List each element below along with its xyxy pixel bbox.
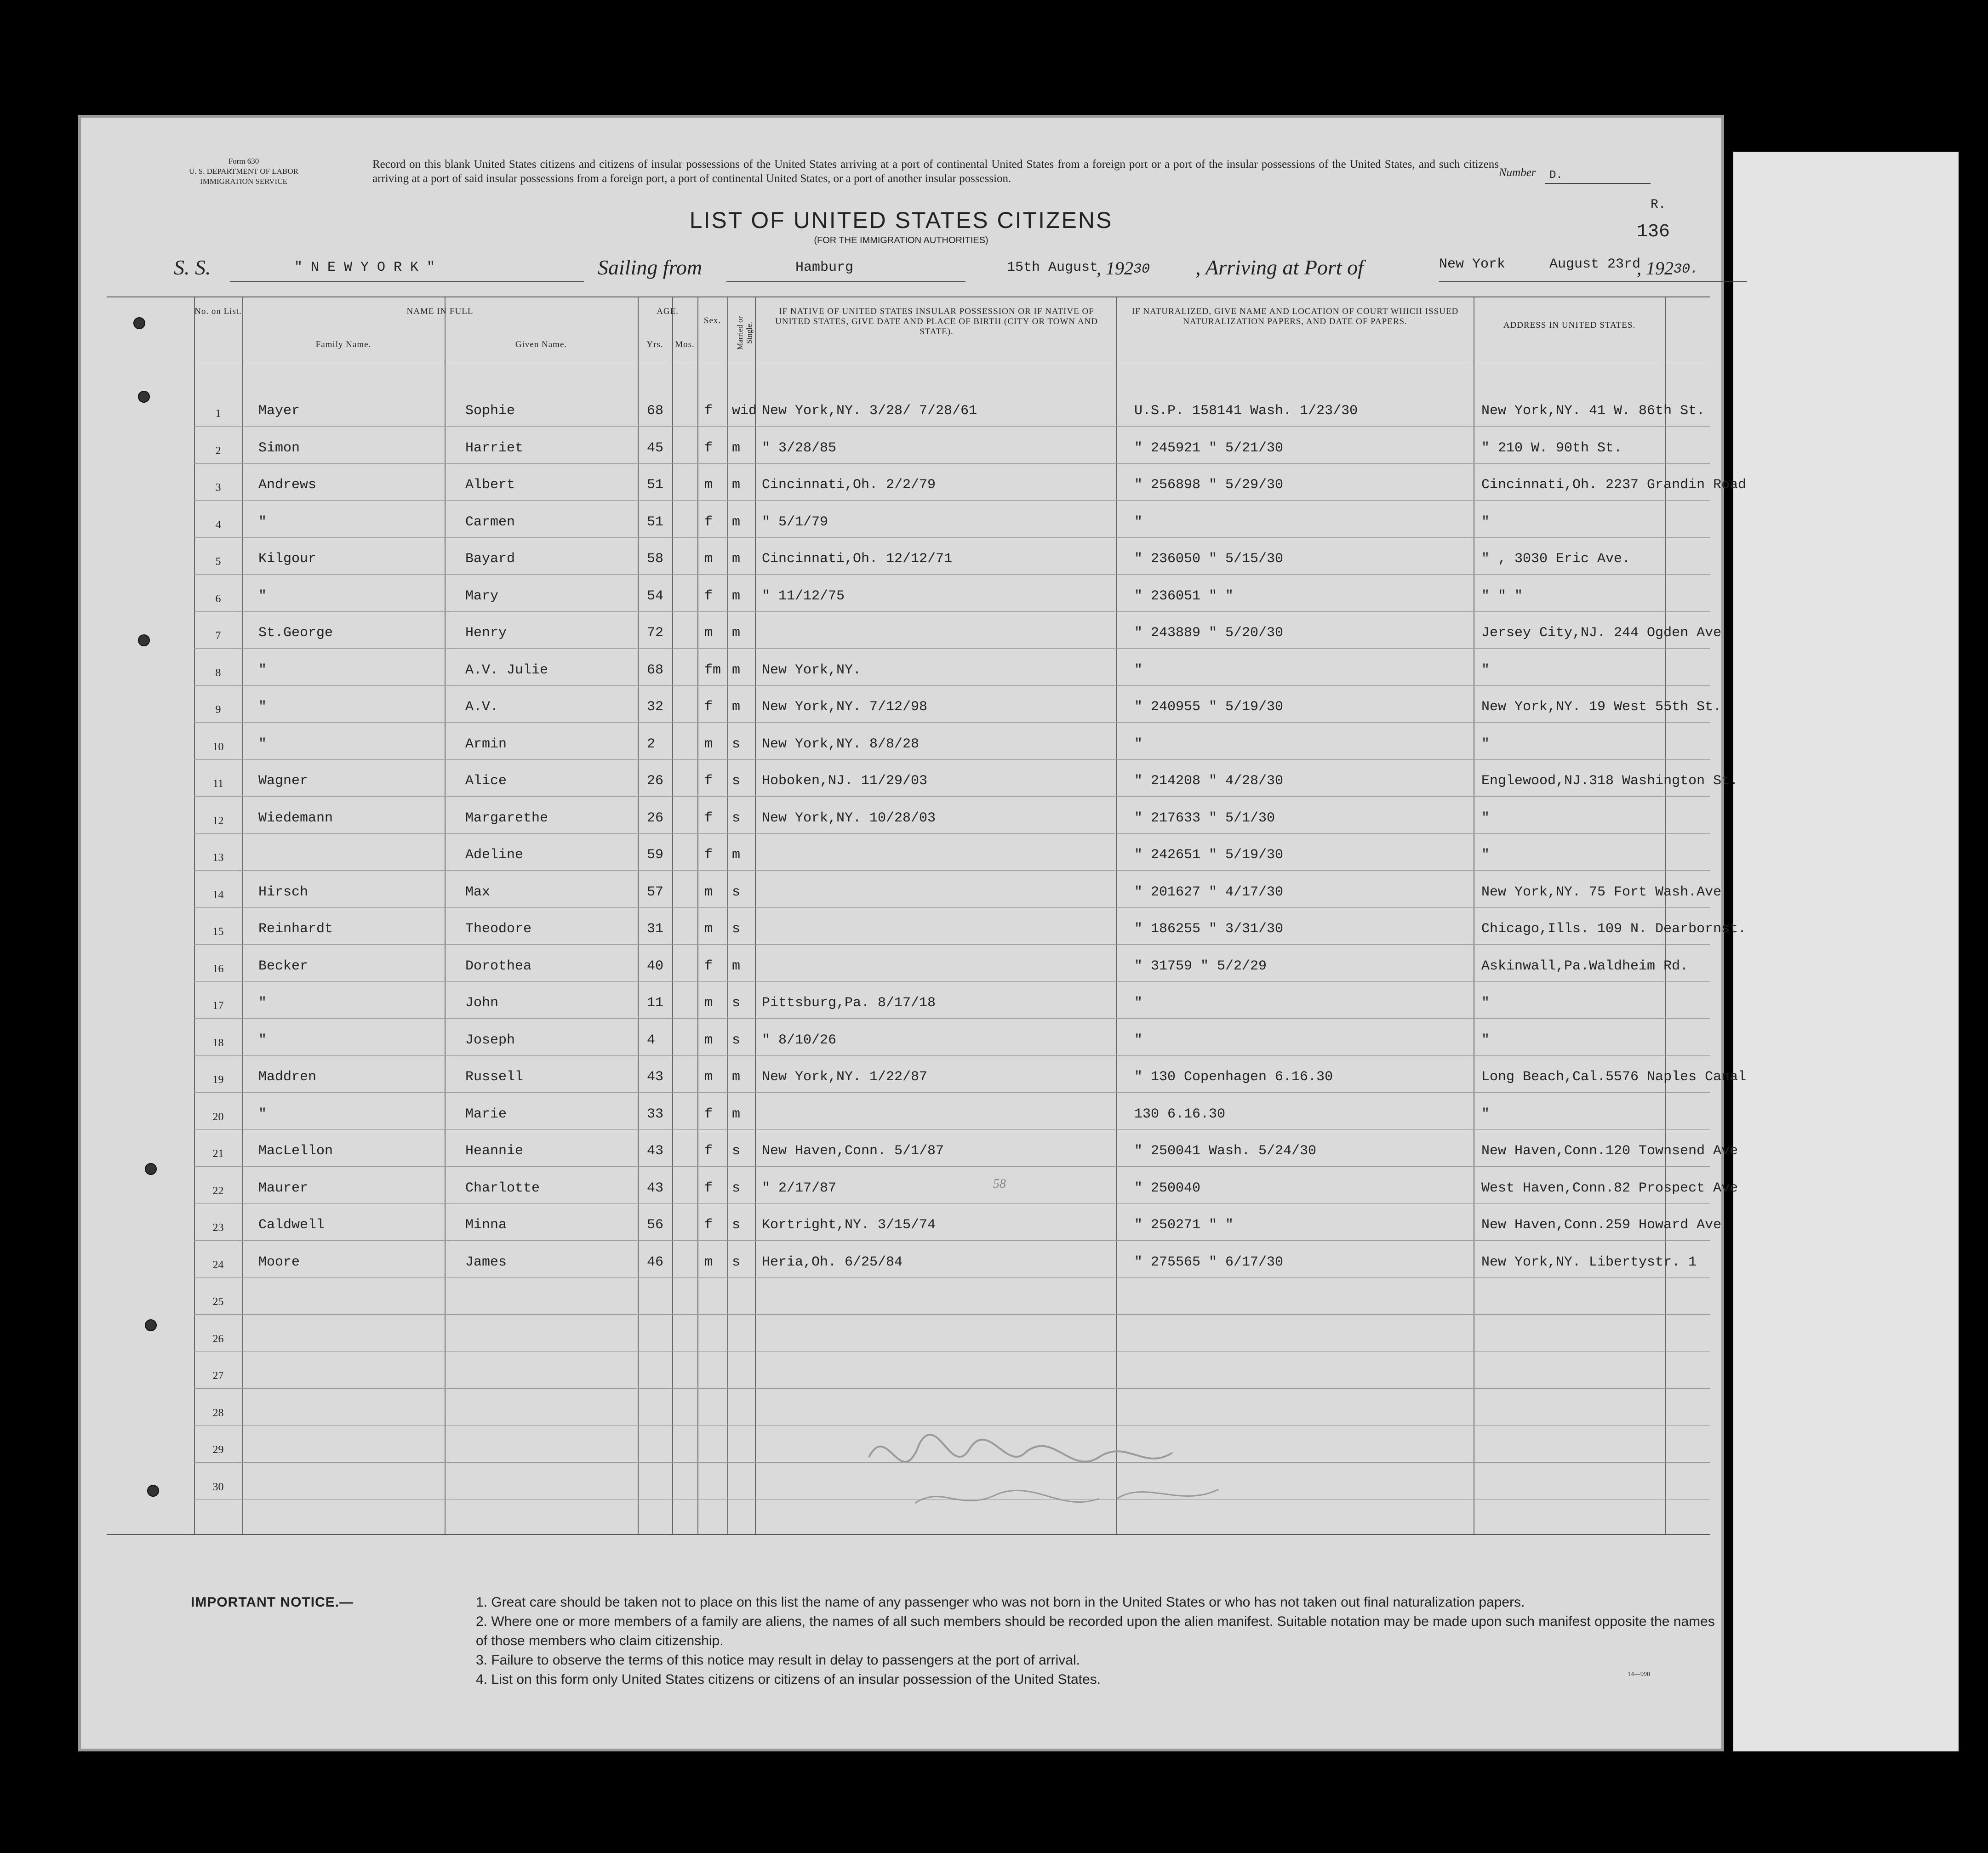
- naturalization-cell: " 201627 " 4/17/30: [1134, 884, 1284, 900]
- notice-item-1: 1. Great care should be taken not to place on this list the name of any passenger who was not born in the United States or who has not taken out final naturalization papers.: [476, 1595, 1525, 1610]
- given-name-cell: A.V.: [465, 699, 499, 715]
- arrival-date: August 23rd: [1549, 257, 1641, 272]
- family-name-cell: ": [258, 995, 267, 1011]
- family-name-cell: Moore: [258, 1254, 300, 1270]
- naturalization-cell: " 250040: [1134, 1180, 1201, 1196]
- age-cell: 43: [647, 1069, 664, 1085]
- row-rule: [194, 426, 1710, 427]
- header-name-in-full: NAME IN FULL: [406, 307, 474, 316]
- row-number: 17: [212, 1000, 224, 1012]
- row-number: 9: [215, 704, 221, 716]
- row-number: 20: [212, 1111, 224, 1123]
- address-cell: ": [1481, 1106, 1490, 1122]
- naturalization-cell: " 214208 " 4/28/30: [1134, 773, 1284, 789]
- birthplace-cell: New York,NY. 7/12/98: [762, 699, 928, 715]
- given-name-cell: Adeline: [465, 847, 524, 863]
- age-cell: 57: [647, 884, 664, 900]
- punch-hole: [147, 1485, 159, 1497]
- given-name-cell: Russell: [465, 1069, 524, 1085]
- row-rule: [194, 833, 1710, 834]
- given-name-cell: Minna: [465, 1217, 507, 1233]
- naturalization-cell: " 245921 " 5/21/30: [1134, 440, 1284, 456]
- marital-status-cell: m: [732, 477, 741, 493]
- ship-name: " N E W Y O R K ": [294, 260, 435, 275]
- marital-status-cell: m: [732, 588, 741, 604]
- family-name-cell: Reinhardt: [258, 921, 333, 937]
- row-number: 8: [215, 667, 221, 679]
- sex-cell: f: [704, 514, 713, 530]
- sex-cell: f: [704, 440, 713, 456]
- address-cell: Chicago,Ills. 109 N. Dearbornst.: [1481, 921, 1747, 937]
- marital-status-cell: s: [732, 884, 741, 900]
- naturalization-cell: " 31759 " 5/2/29: [1134, 958, 1267, 974]
- sex-cell: f: [704, 1180, 713, 1196]
- birthplace-cell: New York,NY. 1/22/87: [762, 1069, 928, 1085]
- sex-cell: m: [704, 884, 713, 900]
- family-name-cell: ": [258, 699, 267, 715]
- birthplace-cell: " 2/17/87: [762, 1180, 837, 1196]
- naturalization-cell: " 275565 " 6/17/30: [1134, 1254, 1284, 1270]
- row-rule: [194, 1166, 1710, 1167]
- sailing-port: Hamburg: [795, 260, 854, 275]
- notice-lead: IMPORTANT NOTICE.—: [191, 1595, 354, 1610]
- given-name-cell: Henry: [465, 625, 507, 641]
- naturalization-cell: " 240955 " 5/19/30: [1134, 699, 1284, 715]
- age-cell: 32: [647, 699, 664, 715]
- birthplace-cell: New York,NY. 3/28/ 7/28/61: [762, 403, 977, 419]
- given-name-cell: Mary: [465, 588, 499, 604]
- row-number: 28: [212, 1407, 224, 1419]
- naturalization-cell: " 236051 " ": [1134, 588, 1234, 604]
- given-name-cell: Charlotte: [465, 1180, 540, 1196]
- row-rule: [194, 981, 1710, 982]
- given-name-cell: Heannie: [465, 1143, 524, 1159]
- sailing-label: Sailing from: [598, 256, 703, 279]
- row-rule: [194, 1055, 1710, 1056]
- row-number: 18: [212, 1037, 224, 1049]
- naturalization-cell: ": [1134, 1032, 1143, 1048]
- family-name-cell: Mayer: [258, 403, 300, 419]
- family-name-cell: ": [258, 736, 267, 752]
- row-number: 11: [212, 778, 224, 790]
- birthplace-cell: New York,NY. 10/28/03: [762, 810, 936, 826]
- marital-status-cell: m: [732, 662, 741, 678]
- marital-status-cell: m: [732, 958, 741, 974]
- given-name-cell: Sophie: [465, 403, 515, 419]
- header-family-name: Family Name.: [315, 340, 371, 349]
- given-name-cell: Margarethe: [465, 810, 548, 826]
- age-cell: 26: [647, 810, 664, 826]
- arrival-port: New York: [1439, 257, 1506, 272]
- row-number: 22: [212, 1185, 224, 1197]
- ss-label: S. S.: [174, 256, 211, 279]
- instructions-text: Record on this blank United States citizens and citizens of insular possessions of the United States arriving at a port of continental United States from a foreign port or a port of the insular possessions of the United States, and such citizens arriving at a port of said insular possessions from a foreign port, a port of continental United States, or a port of another insular possession.: [372, 158, 1499, 185]
- birthplace-cell: " 3/28/85: [762, 440, 837, 456]
- row-rule: [194, 500, 1710, 501]
- age-cell: 31: [647, 921, 664, 937]
- arriving-label: , Arriving at Port of: [1195, 256, 1364, 279]
- sex-cell: m: [704, 1032, 713, 1048]
- birthplace-cell: Pittsburg,Pa. 8/17/18: [762, 995, 936, 1011]
- punch-hole: [138, 634, 150, 646]
- underlying-sheet: [1733, 152, 1959, 1751]
- given-name-cell: Joseph: [465, 1032, 515, 1048]
- header-age: AGE.: [657, 307, 679, 316]
- row-rule: [194, 574, 1710, 575]
- address-cell: Englewood,NJ.318 Washington St.: [1481, 773, 1738, 789]
- family-name-cell: Hirsch: [258, 884, 308, 900]
- birthplace-cell: " 11/12/75: [762, 588, 845, 604]
- row-number: 27: [212, 1370, 224, 1382]
- department-name: U. S. DEPARTMENT OF LABOR: [189, 167, 298, 176]
- age-cell: 46: [647, 1254, 664, 1270]
- marital-status-cell: s: [732, 1180, 741, 1196]
- age-cell: 40: [647, 958, 664, 974]
- given-name-cell: John: [465, 995, 499, 1011]
- sex-cell: f: [704, 403, 713, 419]
- address-cell: " 210 W. 90th St.: [1481, 440, 1622, 456]
- marital-status-cell: s: [732, 1032, 741, 1048]
- row-number: 26: [212, 1333, 224, 1345]
- marital-status-cell: m: [732, 1106, 741, 1122]
- age-cell: 26: [647, 773, 664, 789]
- age-cell: 68: [647, 403, 664, 419]
- reference-number: 136: [1637, 222, 1670, 242]
- address-cell: Cincinnati,Oh. 2237 Grandin Road: [1481, 477, 1747, 493]
- birthplace-cell: New York,NY. 8/8/28: [762, 736, 920, 752]
- given-name-cell: Armin: [465, 736, 507, 752]
- marital-status-cell: s: [732, 736, 741, 752]
- marital-status-cell: m: [732, 625, 741, 641]
- form-identifier: [161, 156, 326, 187]
- year-value-2: 30.: [1674, 262, 1699, 277]
- sex-cell: f: [704, 1143, 713, 1159]
- row-number: 12: [212, 815, 224, 827]
- birthplace-cell: Cincinnati,Oh. 2/2/79: [762, 477, 936, 493]
- sex-cell: f: [704, 588, 713, 604]
- sex-cell: m: [704, 995, 713, 1011]
- header-no: No. on List.: [194, 307, 242, 316]
- marital-status-cell: m: [732, 847, 741, 863]
- family-name-cell: Maurer: [258, 1180, 308, 1196]
- row-number: 7: [215, 630, 221, 642]
- sex-cell: m: [704, 736, 713, 752]
- row-number: 3: [215, 482, 221, 494]
- age-cell: 59: [647, 847, 664, 863]
- header-address: ADDRESS IN UNITED STATES.: [1503, 320, 1636, 330]
- row-number: 24: [212, 1259, 224, 1271]
- address-cell: Jersey City,NJ. 244 Ogden Ave: [1481, 625, 1722, 641]
- row-rule: [194, 907, 1710, 908]
- address-cell: " , 3030 Eric Ave.: [1481, 551, 1631, 567]
- header-yrs: Yrs.: [646, 340, 663, 349]
- birthplace-cell: New York,NY.: [762, 662, 862, 678]
- address-cell: New York,NY. 41 W. 86th St.: [1481, 403, 1705, 419]
- naturalization-cell: ": [1134, 995, 1143, 1011]
- naturalization-cell: " 217633 " 5/1/30: [1134, 810, 1275, 826]
- age-cell: 4: [647, 1032, 656, 1048]
- given-name-cell: Albert: [465, 477, 515, 493]
- marital-status-cell: wid: [732, 403, 757, 419]
- address-cell: New York,NY. 19 West 55th St.: [1481, 699, 1722, 715]
- address-cell: West Haven,Conn.82 Prospect Ave: [1481, 1180, 1738, 1196]
- birthplace-cell: Heria,Oh. 6/25/84: [762, 1254, 903, 1270]
- given-name-cell: Alice: [465, 773, 507, 789]
- family-name-cell: Wagner: [258, 773, 308, 789]
- year-label-2: , 192: [1637, 258, 1674, 279]
- pencil-note: 58: [993, 1177, 1006, 1191]
- age-cell: 51: [647, 514, 664, 530]
- address-cell: ": [1481, 1032, 1490, 1048]
- sex-cell: f: [704, 773, 713, 789]
- age-cell: 54: [647, 588, 664, 604]
- family-name-cell: Wiedemann: [258, 810, 333, 826]
- family-name-cell: ": [258, 588, 267, 604]
- row-rule: [194, 1388, 1710, 1389]
- marital-status-cell: s: [732, 810, 741, 826]
- manifest-page: [78, 115, 1747, 1751]
- naturalization-cell: U.S.P. 158141 Wash. 1/23/30: [1134, 403, 1358, 419]
- age-cell: 56: [647, 1217, 664, 1233]
- punch-hole: [145, 1319, 157, 1331]
- marital-status-cell: s: [732, 921, 741, 937]
- family-name-cell: Simon: [258, 440, 300, 456]
- header-sex: Sex.: [703, 316, 721, 325]
- row-rule: [194, 1277, 1710, 1278]
- naturalization-cell: " 250041 Wash. 5/24/30: [1134, 1143, 1317, 1159]
- address-cell: New Haven,Conn.259 Howard Ave: [1481, 1217, 1722, 1233]
- sex-cell: m: [704, 551, 713, 567]
- page-title: LIST OF UNITED STATES CITIZENS: [689, 207, 1113, 233]
- punch-hole: [145, 1163, 157, 1175]
- age-cell: 33: [647, 1106, 664, 1122]
- year-value-1: 30: [1133, 262, 1150, 277]
- given-name-cell: Max: [465, 884, 491, 900]
- naturalization-cell: ": [1134, 662, 1143, 678]
- sex-cell: f: [704, 847, 713, 863]
- family-name-cell: Andrews: [258, 477, 317, 493]
- marital-status-cell: s: [732, 995, 741, 1011]
- sex-cell: f: [704, 958, 713, 974]
- family-name-cell: ": [258, 1106, 267, 1122]
- row-number: 16: [212, 963, 224, 975]
- row-rule: [194, 796, 1710, 797]
- address-cell: ": [1481, 995, 1490, 1011]
- row-number: 23: [212, 1222, 224, 1234]
- row-rule: [194, 611, 1710, 612]
- row-rule: [194, 537, 1710, 538]
- address-cell: ": [1481, 847, 1490, 863]
- row-rule: [194, 870, 1710, 871]
- age-cell: 43: [647, 1143, 664, 1159]
- family-name-cell: ": [258, 514, 267, 530]
- row-number: 14: [212, 889, 224, 901]
- given-name-cell: Bayard: [465, 551, 515, 567]
- sex-cell: m: [704, 1069, 713, 1085]
- notice-item-4: 4. List on this form only United States citizens or citizens of an insular possession of the United States.: [476, 1672, 1101, 1687]
- age-cell: 72: [647, 625, 664, 641]
- number-label: Number: [1499, 166, 1536, 179]
- sex-cell: f: [704, 1217, 713, 1233]
- row-number: 10: [212, 741, 224, 753]
- address-cell: ": [1481, 662, 1490, 678]
- marital-status-cell: s: [732, 773, 741, 789]
- row-number: 29: [212, 1444, 224, 1456]
- form-number: Form 630: [228, 157, 259, 165]
- given-name-cell: A.V. Julie: [465, 662, 548, 678]
- citizens-table: [107, 296, 1747, 1535]
- naturalization-cell: " 242651 " 5/19/30: [1134, 847, 1284, 863]
- naturalization-cell: 130 6.16.30: [1134, 1106, 1226, 1122]
- age-cell: 11: [647, 995, 664, 1011]
- page-subtitle: (FOR THE IMMIGRATION AUTHORITIES): [814, 235, 988, 245]
- row-rule: [194, 1018, 1710, 1019]
- given-name-cell: Dorothea: [465, 958, 532, 974]
- given-name-cell: Theodore: [465, 921, 532, 937]
- punch-hole: [138, 391, 150, 403]
- row-rule: [194, 1351, 1710, 1352]
- family-name-cell: St.George: [258, 625, 333, 641]
- marital-status-cell: s: [732, 1254, 741, 1270]
- sex-cell: m: [704, 1254, 713, 1270]
- address-cell: ": [1481, 736, 1490, 752]
- sex-cell: f: [704, 810, 713, 826]
- row-number: 30: [212, 1481, 224, 1493]
- marital-status-cell: m: [732, 699, 741, 715]
- marital-status-cell: m: [732, 1069, 741, 1085]
- address-cell: Askinwall,Pa.Waldheim Rd.: [1481, 958, 1689, 974]
- address-cell: New Haven,Conn.120 Townsend Ave: [1481, 1143, 1738, 1159]
- reference-label: R.: [1651, 198, 1666, 212]
- row-number: 1: [215, 408, 221, 420]
- family-name-cell: ": [258, 1032, 267, 1048]
- row-rule: [194, 944, 1710, 945]
- header-naturalized: IF NATURALIZED, GIVE NAME AND LOCATION OF COURT WHICH ISSUED NATURALIZATION PAPERS, AND DATE OF PAPERS.: [1131, 307, 1459, 326]
- row-number: 4: [215, 519, 221, 531]
- birthplace-cell: Kortright,NY. 3/15/74: [762, 1217, 936, 1233]
- birthplace-cell: New Haven,Conn. 5/1/87: [762, 1143, 944, 1159]
- family-name-cell: Becker: [258, 958, 308, 974]
- sailing-date: 15th August: [1007, 260, 1098, 275]
- row-rule: [194, 1092, 1710, 1093]
- row-number: 13: [212, 852, 224, 864]
- birthplace-cell: " 8/10/26: [762, 1032, 837, 1048]
- marital-status-cell: s: [732, 1217, 741, 1233]
- sex-cell: m: [704, 921, 713, 937]
- marital-status-cell: m: [732, 551, 741, 567]
- age-cell: 68: [647, 662, 664, 678]
- row-number: 21: [212, 1148, 224, 1160]
- header-married-single: Married or Single.: [736, 316, 754, 350]
- notice-item-2: 2. Where one or more members of a family are aliens, the names of all such members should be recorded upon the alien manifest. Suitable notation may be made upon such manifest opposite the names of those members who claim citizenship.: [476, 1614, 1715, 1648]
- address-cell: New York,NY. Libertystr. 1: [1481, 1254, 1697, 1270]
- naturalization-cell: " 243889 " 5/20/30: [1134, 625, 1284, 641]
- form-print-ref: 14—990: [1628, 1671, 1650, 1678]
- marital-status-cell: m: [732, 514, 741, 530]
- header-mos: Mos.: [675, 340, 695, 349]
- age-cell: 58: [647, 551, 664, 567]
- year-label-1: , 192: [1097, 258, 1133, 279]
- row-number: 19: [212, 1074, 224, 1086]
- family-name-cell: MacLellon: [258, 1143, 333, 1159]
- signature-mark: [860, 1402, 1320, 1522]
- family-name-cell: Maddren: [258, 1069, 317, 1085]
- naturalization-cell: " 256898 " 5/29/30: [1134, 477, 1284, 493]
- age-cell: 43: [647, 1180, 664, 1196]
- ship-underline: [230, 281, 584, 282]
- naturalization-cell: " 236050 " 5/15/30: [1134, 551, 1284, 567]
- naturalization-cell: " 186255 " 3/31/30: [1134, 921, 1284, 937]
- sailing-underline: [726, 281, 965, 282]
- address-cell: New York,NY. 75 Fort Wash.Ave: [1481, 884, 1722, 900]
- birthplace-cell: " 5/1/79: [762, 514, 828, 530]
- naturalization-cell: ": [1134, 736, 1143, 752]
- naturalization-cell: ": [1134, 514, 1143, 530]
- marital-status-cell: s: [732, 1143, 741, 1159]
- address-cell: Long Beach,Cal.5576 Naples Canal: [1481, 1069, 1747, 1085]
- row-number: 2: [215, 445, 221, 457]
- address-cell: ": [1481, 810, 1490, 826]
- address-cell: ": [1481, 514, 1490, 530]
- service-name: IMMIGRATION SERVICE: [200, 177, 287, 186]
- header-birth: IF NATIVE OF UNITED STATES INSULAR POSSESSION OR IF NATIVE OF UNITED STATES, GIVE DATE AND PLACE OF BIRTH (CITY OR TOWN AND STATE).: [775, 307, 1098, 336]
- address-cell: " " ": [1481, 588, 1523, 604]
- age-cell: 2: [647, 736, 656, 752]
- marital-status-cell: m: [732, 440, 741, 456]
- family-name-cell: ": [258, 662, 267, 678]
- number-underline: [1545, 183, 1651, 184]
- sex-cell: fm: [704, 662, 721, 678]
- given-name-cell: Marie: [465, 1106, 507, 1122]
- family-name-cell: Kilgour: [258, 551, 317, 567]
- notice-item-3: 3. Failure to observe the terms of this notice may result in delay to passengers at the port of arrival.: [476, 1653, 1080, 1668]
- row-rule: [194, 648, 1710, 649]
- row-number: 6: [215, 593, 221, 605]
- naturalization-cell: " 250271 " ": [1134, 1217, 1234, 1233]
- birthplace-cell: Hoboken,NJ. 11/29/03: [762, 773, 928, 789]
- row-rule: [194, 463, 1710, 464]
- sex-cell: f: [704, 699, 713, 715]
- row-rule: [194, 759, 1710, 760]
- given-name-cell: James: [465, 1254, 507, 1270]
- row-number: 5: [215, 556, 221, 568]
- row-rule: [194, 722, 1710, 723]
- row-number: 25: [212, 1296, 224, 1308]
- row-rule: [194, 1203, 1710, 1204]
- row-rule: [194, 1314, 1710, 1315]
- header-given-name: Given Name.: [515, 340, 567, 349]
- number-value: D.: [1549, 169, 1563, 182]
- sex-cell: m: [704, 477, 713, 493]
- arrival-underline: [1439, 281, 1747, 282]
- age-cell: 51: [647, 477, 664, 493]
- punch-hole: [133, 317, 145, 329]
- given-name-cell: Carmen: [465, 514, 515, 530]
- birthplace-cell: Cincinnati,Oh. 12/12/71: [762, 551, 953, 567]
- naturalization-cell: " 130 Copenhagen 6.16.30: [1134, 1069, 1333, 1085]
- family-name-cell: Caldwell: [258, 1217, 325, 1233]
- row-rule: [194, 685, 1710, 686]
- sex-cell: f: [704, 1106, 713, 1122]
- row-rule: [194, 1129, 1710, 1130]
- sex-cell: m: [704, 625, 713, 641]
- row-number: 15: [212, 926, 224, 938]
- row-rule: [194, 1240, 1710, 1241]
- age-cell: 45: [647, 440, 664, 456]
- given-name-cell: Harriet: [465, 440, 524, 456]
